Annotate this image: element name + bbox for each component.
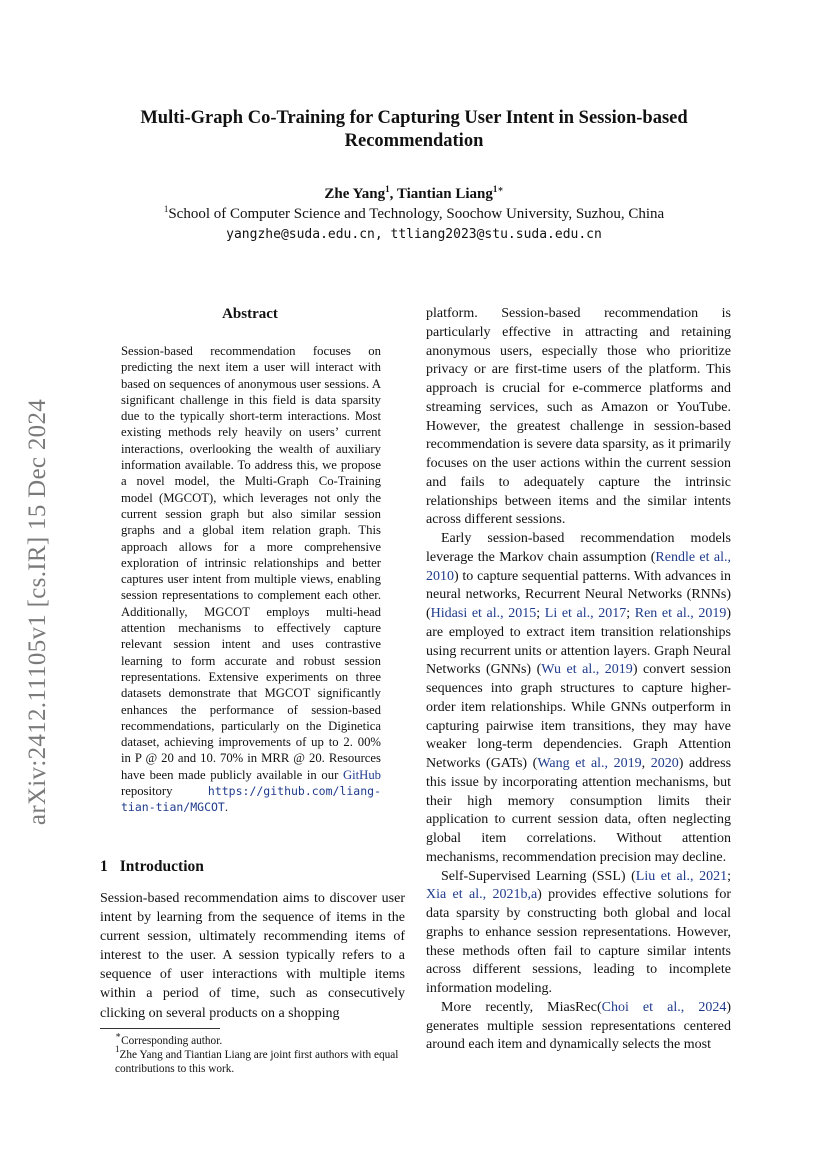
p2-text-d: ) convert session sequences into graph structures to capture higher-order item relationships. While GNNs outperform in capturing pairwise item transitions, they may have weaker long-term dependencies. Graph Attention Networks (GATs) (: [426, 662, 731, 771]
p2-sep-2: ;: [626, 606, 635, 621]
p4-text-a: More recently, MiasRec(: [441, 999, 602, 1015]
repository-word: repository: [121, 784, 173, 799]
citation-xia-2021[interactable]: Xia et al., 2021b,a: [426, 887, 538, 903]
section-title: Introduction: [119, 858, 204, 875]
abstract-end-period: .: [224, 800, 229, 815]
affiliation: [0, 205, 828, 224]
citation-li-2017[interactable]: Li et al., 2017: [544, 606, 627, 621]
citation-liu-2021[interactable]: Liu et al., 2021: [635, 868, 728, 884]
footnote-1-text: Corresponding author.: [121, 1035, 223, 1047]
citation-wu-2019[interactable]: Wu et al., 2019: [541, 662, 633, 678]
citation-choi-2024[interactable]: Choi et al., 2024: [601, 999, 727, 1015]
citation-wang-2020[interactable]: 2020: [650, 756, 679, 771]
citation-wang-2019[interactable]: Wang et al., 2019: [537, 756, 642, 771]
citation-rendle-2010[interactable]: Rendle et al., 2010: [426, 549, 731, 584]
affiliation-mark: 1: [163, 204, 169, 214]
author-2-mark: 1∗: [492, 184, 504, 194]
arxiv-stamp: arXiv:2412.11105v1 [cs.IR] 15 Dec 2024: [24, 398, 51, 826]
introduction-right-column: [426, 305, 731, 1055]
title-line-1: Multi-Graph Co-Training for Capturing User Intent in Session-based: [140, 108, 688, 128]
author-2: Tiantian Liang: [396, 186, 493, 202]
footnotes: [100, 1030, 410, 1076]
p2-text-b: ) to capture sequential patterns. With advances in neural networks, Recurrent Neural Networks (RNNs) (: [426, 568, 731, 621]
p2-text-a: Early session-based recommendation models leverage the Markov chain assumption (: [426, 531, 731, 565]
author-1: Zhe Yang: [324, 186, 386, 202]
right-paragraph-4: [426, 999, 731, 1055]
abstract-heading: Abstract: [222, 306, 278, 322]
abstract-text: Session-based recommendation focuses on predicting the next item a user will interact with based on sequences of anonymous user sessions. A significant challenge in this field is data sparsity due to the typically short-term interactions. Most existing methods rely heavily on users’ current interactions, overlooking the wealth of auxiliary information available. To address this, we propose a novel model, the Multi-Graph Co-Training model (MGCOT), which leverages not only the current session graph but also similar session graphs and a global item relation graph. This approach allows for a more comprehensive exploration of intrinsic relationships and better captures user intent from multiple views, enabling session representations to complement each other. Additionally, MGCOT employs multi-head attention mechanisms to effectively capture relevant session intent and uses contrastive learning to form accurate and robust session representations. Extensive experiments on three datasets demonstrate that MGCOT significantly enhances the performance of session-based recommendations, particularly on the Diginetica dataset, achieving improvements of up to 2. 00% in P @ 20 and 10. 70% in MRR @ 20. Resources have been made publicly available in our: [121, 344, 381, 782]
intro-paragraph-1: Session-based recommendation aims to discover user intent by learning from the sequence of items in the current session, ultimately recommending items of interest to the user. A session typically refers to a sequence of user interactions with multiple items within a period of time, such as consecutively clicking on several products on a shopping: [100, 891, 405, 1021]
citation-hidasi-2015[interactable]: Hidasi et al., 2015: [430, 606, 537, 621]
footnote-2: [100, 1044, 410, 1076]
github-link[interactable]: GitHub: [342, 767, 382, 782]
p3-text-b: ) provides effective solutions for data sparsity by constructing both global and local graphs to enhance session representations. However, these methods often fail to capture similar intents across different sessions, leading to incomplete information modeling.: [426, 887, 731, 996]
footnote-1-mark: ∗: [115, 1030, 122, 1040]
right-paragraph-2: [426, 530, 731, 868]
footnote-rule: [100, 1028, 220, 1029]
author-emails: yangzhe@suda.edu.cn, ttliang2023@stu.suda.edu.cn: [226, 227, 602, 242]
author-1-mark: 1: [385, 184, 390, 194]
p2-sep-3: ,: [641, 756, 651, 771]
abstract-body: [121, 343, 381, 816]
p3-text-a: Self-Supervised Learning (SSL) (: [441, 868, 636, 884]
abstract-paragraph: [121, 343, 381, 816]
paper-title: [60, 107, 768, 153]
introduction-left-column: [100, 889, 405, 1023]
title-line-2: Recommendation: [344, 131, 484, 151]
footnote-2-mark: 1: [115, 1044, 120, 1054]
right-paragraph-1: platform. Session-based recommendation is particularly effective in attracting and retaining anonymous users, especially those who prioritize privacy or are first-time users of the platform. This approach is crucial for e-commerce platforms and streaming services, such as Amazon or YouTube. However, the greatest challenge in session-based recommendation is severe data sparsity, as it primarily focuses on the user actions within the current session and fails to adequately capture the intrinsic relationships between items and the similar intents across different sessions.: [426, 306, 731, 528]
right-paragraph-3: [426, 868, 731, 999]
p2-sep-1: ;: [536, 606, 545, 621]
repo-url-link[interactable]: https://github.com/liang-tian-tian/MGCOT: [121, 784, 381, 815]
affiliation-text: School of Computer Science and Technology, Soochow University, Suzhou, China: [168, 206, 665, 222]
p2-text-e: ) address this issue by incorporating attention mechanisms, but their high memory consumption limits their application to current session data, often neglecting global item correlations. Without attention mechanisms, recommendation precision may decline.: [426, 756, 732, 865]
p4-text-b: ) generates multiple session representations centered around each item and dynamically selects the most: [426, 999, 731, 1053]
section-number: 1: [100, 858, 108, 875]
author-separator: ,: [389, 186, 397, 202]
p2-text-c: ) are employed to extract item transition relationships using recurrent units or attention layers. Graph Neural Networks (GNNs) (: [426, 606, 732, 678]
footnote-2-text: Zhe Yang and Tiantian Liang are joint first authors with equal contributions to this work.: [115, 1049, 399, 1075]
citation-ren-2019[interactable]: Ren et al., 2019: [634, 606, 727, 621]
p3-sep-1: ;: [727, 868, 731, 884]
footnote-1: [100, 1030, 410, 1048]
author-list: [0, 185, 828, 204]
section-heading-introduction: [100, 858, 204, 876]
